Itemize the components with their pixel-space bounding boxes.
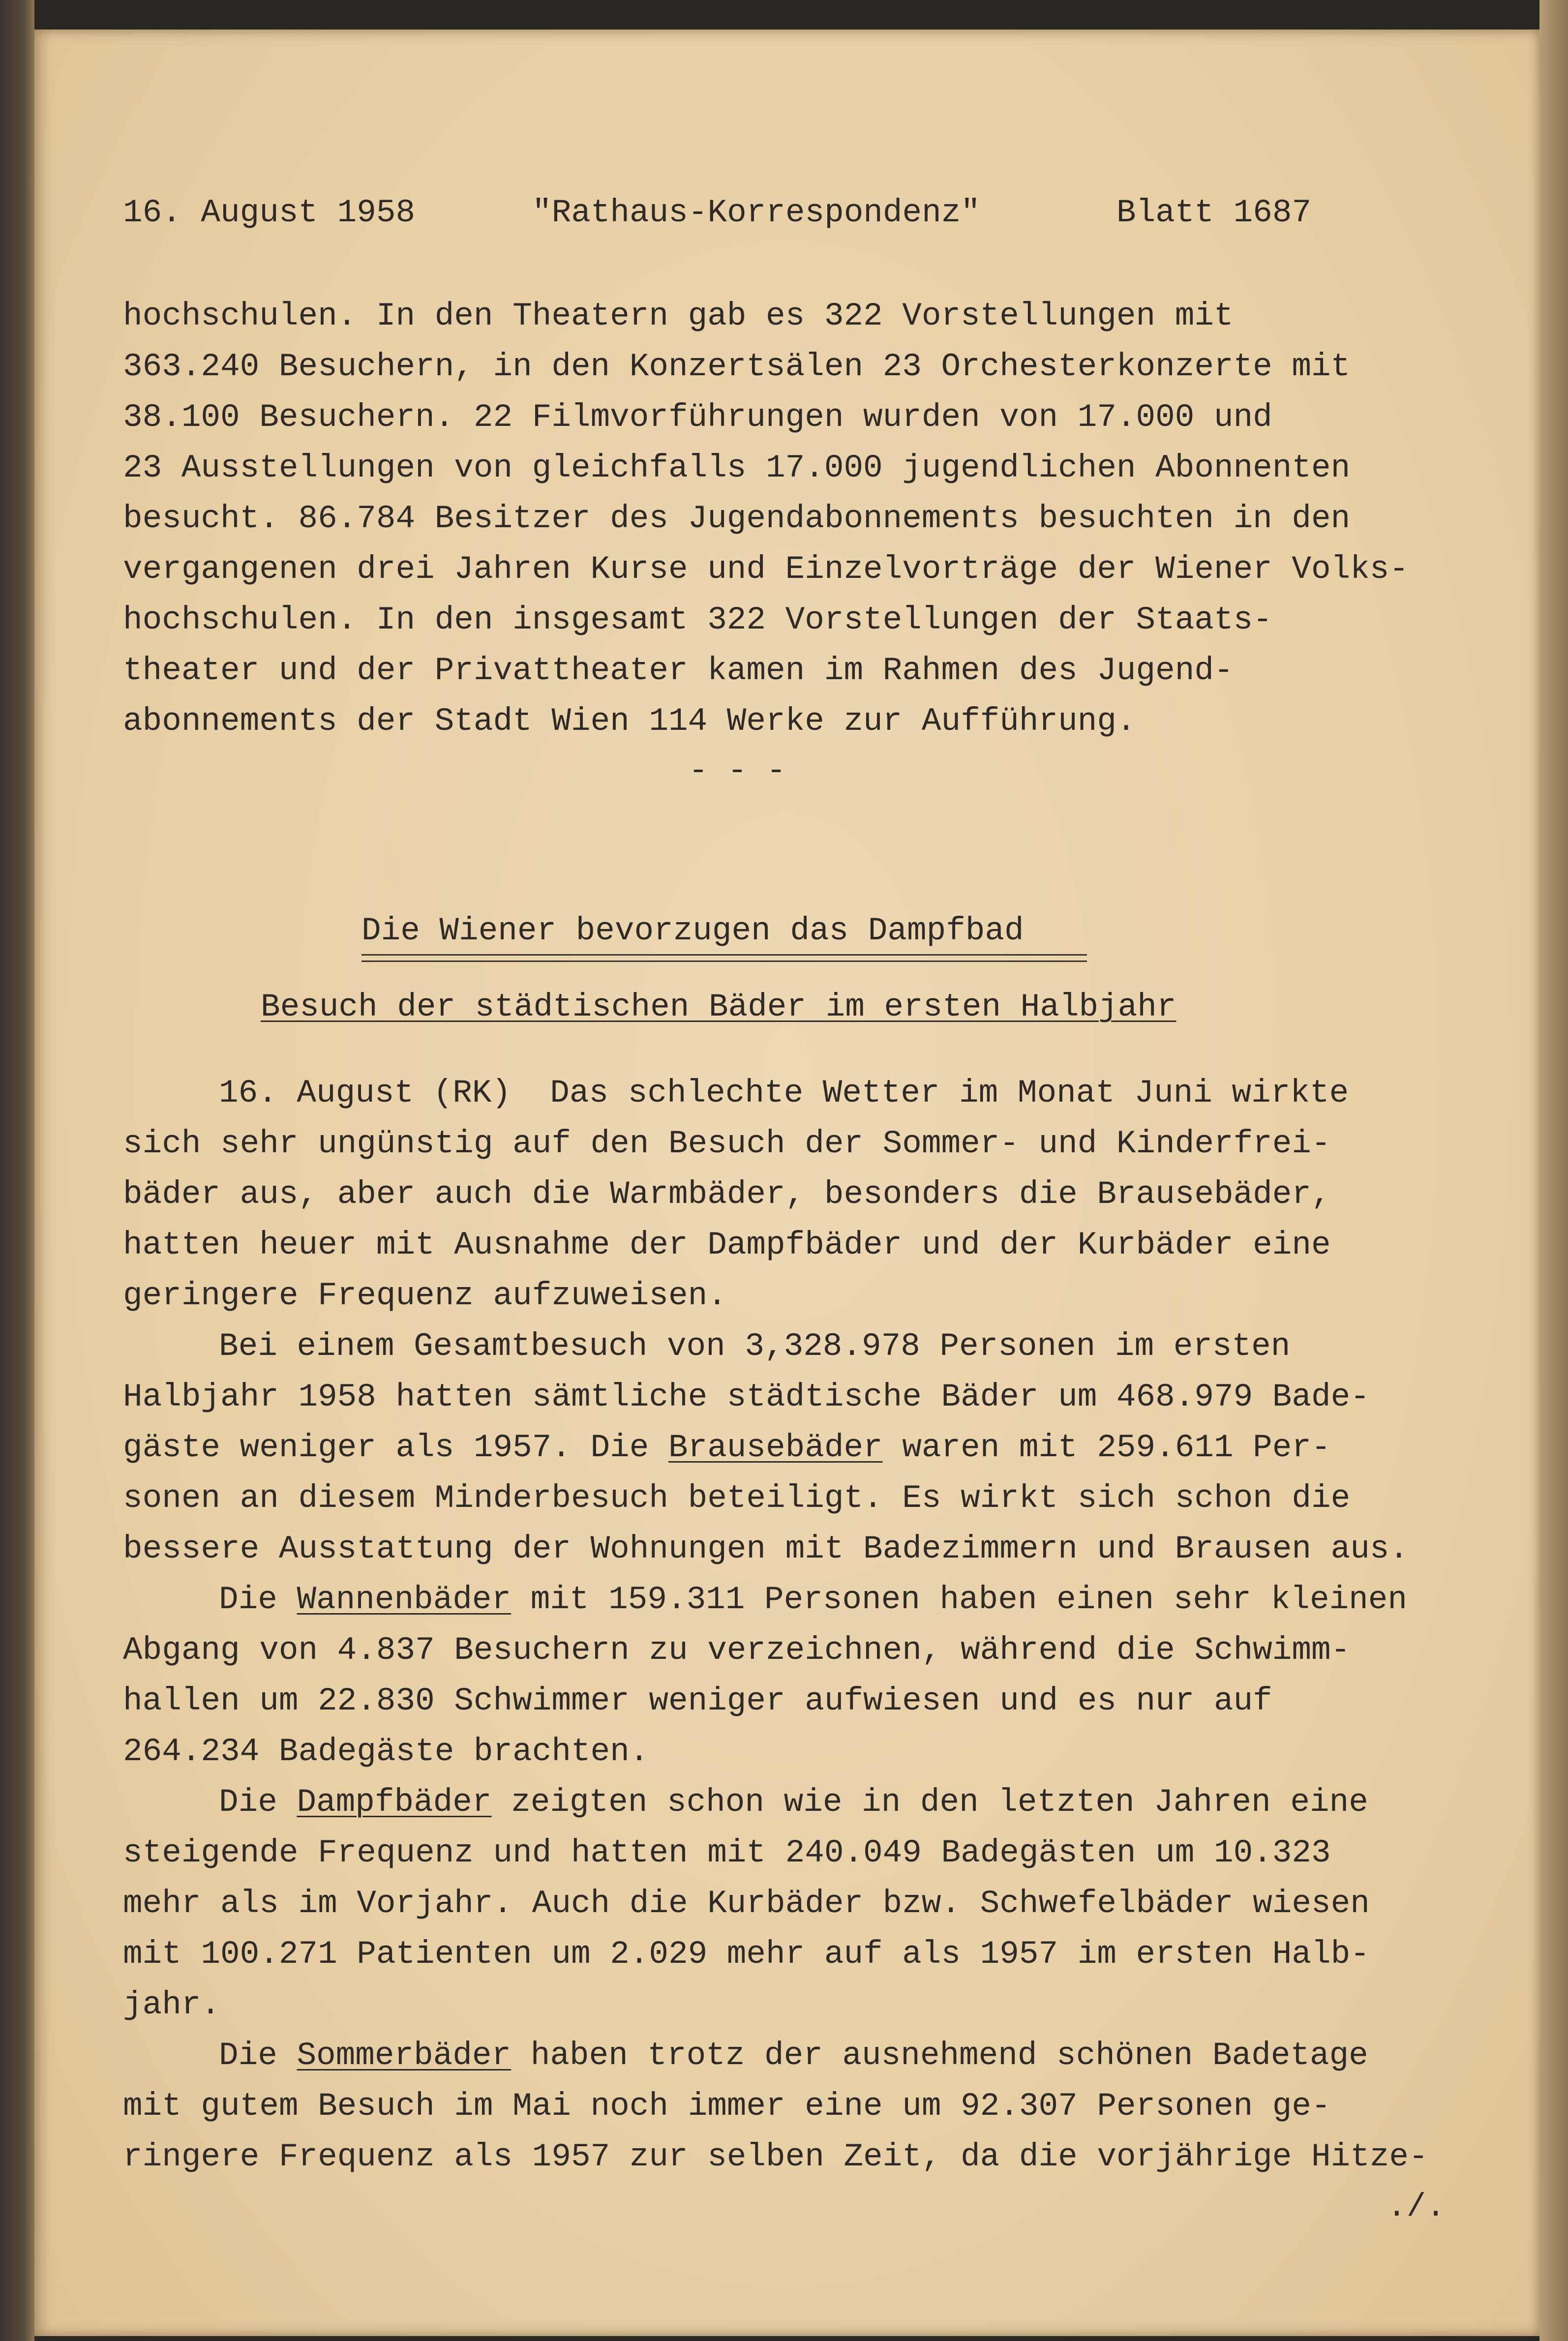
body-line [123, 1429, 1331, 1466]
body-line: sich sehr ungünstig auf den Besuch der Sommer- und Kinderfrei- [123, 1125, 1331, 1162]
title-double-underline [362, 954, 1087, 962]
body-text: waren mit 259.611 Per- [882, 1429, 1331, 1466]
book-binding [0, 0, 34, 2341]
body-line: mit 100.271 Patienten um 2.029 mehr auf als 1957 im ersten Halb- [123, 1936, 1370, 1973]
body-line: 16. August (RK) Das schlechte Wetter im Monat Juni wirkte [219, 1075, 1349, 1111]
body-text: Die [219, 1581, 297, 1618]
body-line: 264.234 Badegäste brachten. [123, 1733, 649, 1770]
body-line: jahr. [123, 1986, 221, 2023]
body-text: zeigten schon wie in den letzten Jahren eine [491, 1784, 1368, 1821]
article-subtitle: Besuch der städtischen Bäder im ersten Halbjahr [261, 989, 1176, 1025]
header-sheet-number: Blatt 1687 [1116, 194, 1312, 231]
body-text: Die [219, 1784, 297, 1821]
body-line: steigende Frequenz und hatten mit 240.049 Badegästen um 10.323 [123, 1834, 1331, 1871]
body-line [219, 1784, 1368, 1821]
term-brausebaeder: Brausebäder [668, 1429, 883, 1466]
intro-line: vergangenen drei Jahren Kurse und Einzelvorträge der Wiener Volks- [123, 551, 1409, 588]
body-line: mehr als im Vorjahr. Auch die Kurbäder bzw. Schwefelbäder wiesen [123, 1885, 1370, 1922]
body-text: Die [219, 2037, 297, 2074]
body-line: Bei einem Gesamtbesuch von 3,328.978 Personen im ersten [219, 1328, 1291, 1365]
intro-line: hochschulen. In den Theatern gab es 322 Vorstellungen mit [123, 298, 1234, 334]
continuation-mark: ./. [1387, 2189, 1446, 2225]
body-line: Abgang von 4.837 Besuchern zu verzeichnen, während die Schwimm- [123, 1632, 1351, 1669]
body-line: ringere Frequenz als 1957 zur selben Zeit, da die vorjährige Hitze- [123, 2138, 1428, 2175]
intro-line: 38.100 Besuchern. 22 Filmvorführungen wurden von 17.000 und [123, 399, 1272, 436]
intro-line: abonnements der Stadt Wien 114 Werke zur Aufführung. [123, 703, 1136, 740]
body-line: bäder aus, aber auch die Warmbäder, besonders die Brausebäder, [123, 1176, 1331, 1213]
body-line: Halbjahr 1958 hatten sämtliche städtische Bäder um 468.979 Bade- [123, 1379, 1370, 1415]
intro-line: 23 Ausstellungen von gleichfalls 17.000 jugendlichen Abonnenten [123, 450, 1351, 486]
term-sommerbaeder: Sommerbäder [297, 2037, 512, 2074]
body-line [219, 2037, 1368, 2074]
header-publication: "Rathaus-Korrespondenz" [532, 194, 980, 231]
body-text: gäste weniger als 1957. Die [123, 1429, 668, 1466]
body-line: sonen an diesem Minderbesuch beteiligt. Es wirkt sich schon die [123, 1480, 1351, 1517]
article-title: Die Wiener bevorzugen das Dampfbad [362, 912, 1024, 949]
body-line [219, 1581, 1407, 1618]
header-date: 16. August 1958 [123, 194, 416, 231]
body-line: hallen um 22.830 Schwimmer weniger aufwiesen und es nur auf [123, 1682, 1272, 1719]
page-edge [1539, 0, 1568, 2341]
intro-line: hochschulen. In den insgesamt 322 Vorstellungen der Staats- [123, 601, 1272, 638]
body-text: mit 159.311 Personen haben einen sehr kleinen [511, 1581, 1408, 1618]
body-text: haben trotz der ausnehmend schönen Badetage [511, 2037, 1368, 2074]
body-line: geringere Frequenz aufzuweisen. [123, 1277, 727, 1314]
body-line: bessere Ausstattung der Wohnungen mit Badezimmern und Brausen aus. [123, 1531, 1409, 1567]
body-line: mit gutem Besuch im Mai noch immer eine um 92.307 Personen ge- [123, 2088, 1331, 2125]
intro-line: besucht. 86.784 Besitzer des Jugendabonnements besuchten in den [123, 500, 1351, 537]
intro-line: theater und der Privattheater kamen im Rahmen des Jugend- [123, 652, 1234, 689]
section-separator: - - - [689, 752, 786, 789]
intro-line: 363.240 Besuchern, in den Konzertsälen 23 Orchesterkonzerte mit [123, 348, 1351, 385]
term-dampfbaeder: Dampfbäder [297, 1784, 492, 1821]
term-wannenbaeder: Wannenbäder [297, 1581, 512, 1618]
body-line: hatten heuer mit Ausnahme der Dampfbäder und der Kurbäder eine [123, 1227, 1331, 1263]
document-page [34, 30, 1539, 2336]
